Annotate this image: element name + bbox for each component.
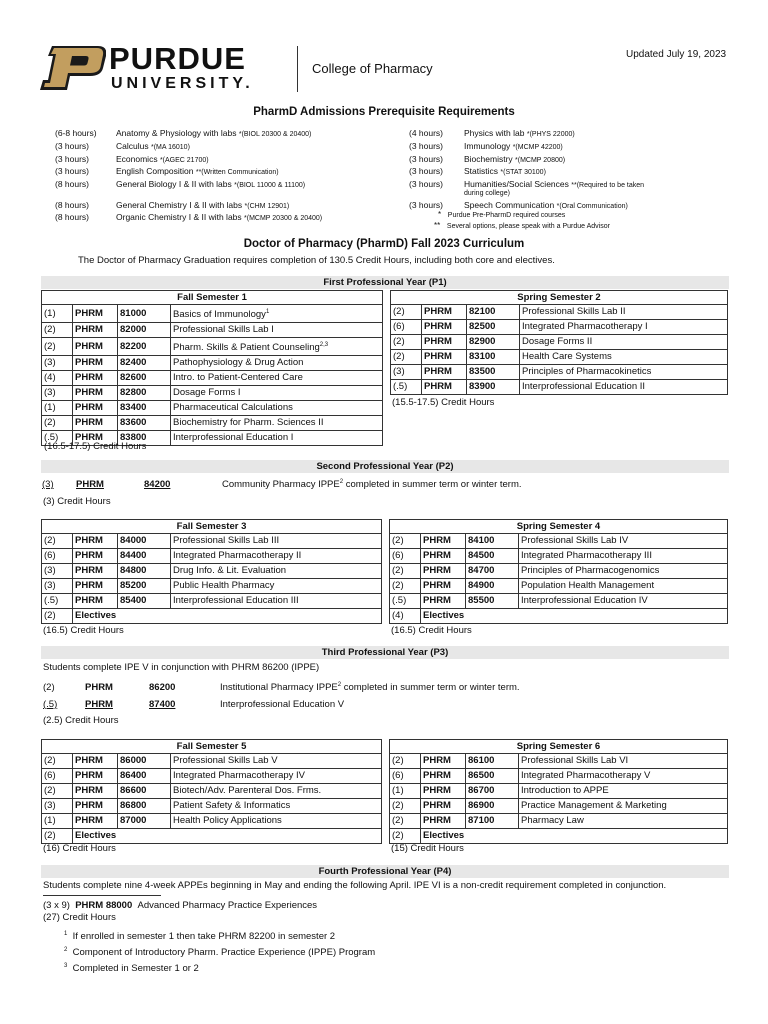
prereq-note: *(BIOL 11000 & 11100) bbox=[234, 182, 306, 189]
course-row bbox=[42, 323, 383, 338]
course-dept: PHRM bbox=[421, 564, 466, 579]
semester-title: Spring Semester 4 bbox=[390, 520, 728, 534]
course-row bbox=[42, 338, 383, 356]
prereq-item bbox=[55, 179, 305, 189]
course-dept: PHRM bbox=[422, 320, 467, 335]
course-title: Interprofessional Education II bbox=[520, 380, 728, 395]
course-hours: (2) bbox=[390, 799, 421, 814]
course-dept: PHRM bbox=[73, 769, 118, 784]
course-number: 82900 bbox=[467, 335, 520, 350]
course-row bbox=[391, 320, 728, 335]
course-dept: PHRM bbox=[422, 305, 467, 320]
course-row bbox=[42, 814, 382, 829]
prereq-note: *(MA 16010) bbox=[150, 144, 190, 151]
course-hours: (6) bbox=[42, 549, 73, 564]
updated-date: Updated July 19, 2023 bbox=[626, 49, 727, 60]
course-dept: PHRM bbox=[73, 579, 118, 594]
course-hours: (2) bbox=[42, 338, 73, 356]
elective-label: Electives bbox=[421, 609, 728, 624]
prereq-course: General Biology I & II with labs bbox=[116, 179, 232, 189]
prereq-course: Physics with lab bbox=[464, 128, 525, 138]
course-row bbox=[42, 579, 382, 594]
semester-title: Spring Semester 6 bbox=[390, 740, 728, 754]
course-title: Professional Skills Lab VI bbox=[519, 754, 728, 769]
prereq-legend-1: * Purdue Pre-PharmD required courses bbox=[438, 210, 566, 219]
course-hours: (2) bbox=[42, 754, 73, 769]
footnote-1: $^1$ If enrolled in semester 1 then take PHRM 82200 in semester 2 bbox=[64, 931, 336, 943]
p3-spring-table bbox=[389, 739, 728, 844]
course-row bbox=[42, 401, 383, 416]
course-hours: (2) bbox=[42, 416, 73, 431]
course-hours: (2) bbox=[390, 534, 421, 549]
prereq-course: Economics bbox=[116, 154, 158, 164]
p3-fall-table bbox=[41, 739, 382, 844]
course-dept: PHRM bbox=[421, 799, 466, 814]
prereq-course: Organic Chemistry I & II with labs bbox=[116, 212, 242, 222]
course-number: 82200 bbox=[118, 338, 171, 356]
p1-title: First Professional Year (P1) bbox=[41, 276, 729, 289]
p2-fall-credits: (16.5) Credit Hours bbox=[43, 625, 124, 636]
course-title: Public Health Pharmacy bbox=[171, 579, 382, 594]
course-hours: (3) bbox=[42, 579, 73, 594]
course-dept: PHRM bbox=[73, 371, 118, 386]
course-dept: PHRM bbox=[73, 814, 118, 829]
p4-title: Fourth Professional Year (P4) bbox=[41, 865, 729, 878]
course-hours: (3) bbox=[42, 386, 73, 401]
course-number: 86000 bbox=[118, 754, 171, 769]
p2-ippe: (3) PHRM 84200 Community Pharmacy IPPE$^2$ completed in summer term or winter term. bbox=[42, 479, 522, 491]
course-number: 83900 bbox=[467, 380, 520, 395]
course-number: 84100 bbox=[466, 534, 519, 549]
course-number: 81000 bbox=[118, 305, 171, 323]
course-number: 87000 bbox=[118, 814, 171, 829]
course-title: Dosage Forms II bbox=[520, 335, 728, 350]
course-row bbox=[42, 594, 382, 609]
prereq-course: Immunology bbox=[464, 141, 511, 151]
prereq-hours: (8 hours) bbox=[55, 200, 90, 210]
course-hours: (.5) bbox=[42, 431, 73, 446]
prereq-hours: (6-8 hours) bbox=[55, 128, 97, 138]
p3-title: Third Professional Year (P3) bbox=[41, 646, 729, 659]
course-dept: PHRM bbox=[421, 769, 466, 784]
course-dept: PHRM bbox=[421, 534, 466, 549]
prereq-item bbox=[409, 154, 565, 164]
course-hours: (2) bbox=[391, 335, 422, 350]
course-row bbox=[391, 380, 728, 395]
course-dept: PHRM bbox=[73, 534, 118, 549]
elective-row bbox=[42, 609, 382, 624]
prereq-note: **(Required to be taken bbox=[571, 182, 645, 189]
course-dept: PHRM bbox=[73, 416, 118, 431]
course-dept: PHRM bbox=[73, 356, 118, 371]
course-row bbox=[390, 814, 728, 829]
course-number: 83800 bbox=[118, 431, 171, 446]
elective-row bbox=[390, 609, 728, 624]
course-dept: PHRM bbox=[73, 549, 118, 564]
course-dept: PHRM bbox=[422, 380, 467, 395]
prereq-note: *(AGEC 21700) bbox=[159, 157, 209, 164]
course-hours: (2) bbox=[390, 814, 421, 829]
course-dept: PHRM bbox=[422, 335, 467, 350]
p1-fall-table bbox=[41, 290, 383, 446]
course-hours: (3) bbox=[391, 365, 422, 380]
course-hours: (3) bbox=[42, 564, 73, 579]
prereq-item bbox=[55, 154, 209, 164]
prereq-course: Biochemistry bbox=[464, 154, 513, 164]
footnote-mark: 1 bbox=[265, 309, 270, 315]
prereq-note: *(MCMP 42200) bbox=[512, 144, 563, 151]
course-title: Biotech/Adv. Parenteral Dos. Frms. bbox=[171, 784, 382, 799]
course-number: 85400 bbox=[118, 594, 171, 609]
course-row bbox=[390, 534, 728, 549]
course-row bbox=[42, 386, 383, 401]
course-title: Introduction to APPE bbox=[519, 784, 728, 799]
course-row bbox=[390, 549, 728, 564]
course-number: 84400 bbox=[118, 549, 171, 564]
course-hours: (.5) bbox=[391, 380, 422, 395]
prereq-hours: (3 hours) bbox=[55, 166, 90, 176]
p3-ipe: (.5) PHRM 87400 Interprofessional Education V bbox=[43, 699, 345, 710]
course-hours: (6) bbox=[42, 769, 73, 784]
course-title: Pharmacy Law bbox=[519, 814, 728, 829]
course-hours: (6) bbox=[391, 320, 422, 335]
course-hours: (3) bbox=[42, 799, 73, 814]
elective-hours: (4) bbox=[390, 609, 421, 624]
course-dept: PHRM bbox=[73, 754, 118, 769]
course-dept: PHRM bbox=[421, 814, 466, 829]
course-row bbox=[390, 799, 728, 814]
prereq-note: *(STAT 30100) bbox=[500, 169, 546, 176]
course-number: 83500 bbox=[467, 365, 520, 380]
course-title: Pharm. Skills & Patient Counseling$^{2,3}$ bbox=[171, 338, 383, 356]
elective-row bbox=[390, 829, 728, 844]
prereq-item bbox=[409, 179, 644, 189]
prereq-item bbox=[409, 128, 575, 138]
prereq-note: *(MCMP 20800) bbox=[515, 157, 566, 164]
course-row bbox=[391, 335, 728, 350]
course-row bbox=[390, 784, 728, 799]
prereq-note: *(PHYS 22000) bbox=[526, 131, 575, 138]
course-dept: PHRM bbox=[73, 305, 118, 323]
prereq-note-continued: during college) bbox=[464, 190, 510, 197]
p2-title: Second Professional Year (P2) bbox=[41, 460, 729, 473]
prereq-hours: (3 hours) bbox=[55, 154, 90, 164]
course-title: Professional Skills Lab IV bbox=[519, 534, 728, 549]
course-row bbox=[390, 754, 728, 769]
prereq-note: *(BIOL 20300 & 20400) bbox=[238, 131, 312, 138]
university-subtitle: UNIVERSITY. bbox=[111, 75, 254, 92]
prereq-item bbox=[409, 200, 628, 210]
course-hours: (2) bbox=[42, 323, 73, 338]
course-row bbox=[42, 549, 382, 564]
p1-spring-credits: (15.5-17.5) Credit Hours bbox=[392, 397, 495, 408]
course-title: Drug Info. & Lit. Evaluation bbox=[171, 564, 382, 579]
course-title: Basics of Immunology$^1$ bbox=[171, 305, 383, 323]
course-dept: PHRM bbox=[422, 350, 467, 365]
course-title: Pharmaceutical Calculations bbox=[171, 401, 383, 416]
course-dept: PHRM bbox=[73, 386, 118, 401]
course-row bbox=[42, 534, 382, 549]
elective-hours: (2) bbox=[390, 829, 421, 844]
course-number: 86500 bbox=[466, 769, 519, 784]
course-row bbox=[42, 416, 383, 431]
course-hours: (2) bbox=[390, 564, 421, 579]
course-hours: (4) bbox=[42, 371, 73, 386]
p3-fall-credits: (16) Credit Hours bbox=[43, 843, 116, 854]
course-row bbox=[391, 365, 728, 380]
course-dept: PHRM bbox=[421, 579, 466, 594]
elective-hours: (2) bbox=[42, 609, 73, 624]
course-hours: (6) bbox=[390, 769, 421, 784]
prereq-item bbox=[55, 166, 279, 176]
course-number: 87100 bbox=[466, 814, 519, 829]
prereq-item bbox=[409, 166, 546, 176]
course-dept: PHRM bbox=[421, 784, 466, 799]
course-number: 82500 bbox=[467, 320, 520, 335]
prereq-item bbox=[55, 200, 289, 210]
university-name: PURDUE bbox=[109, 41, 246, 76]
prereq-course: Calculus bbox=[116, 141, 149, 151]
course-number: 86100 bbox=[466, 754, 519, 769]
elective-label: Electives bbox=[73, 609, 382, 624]
course-title: Integrated Pharmacotherapy V bbox=[519, 769, 728, 784]
prereq-hours: (8 hours) bbox=[55, 179, 90, 189]
course-hours: (2) bbox=[390, 579, 421, 594]
elective-hours: (2) bbox=[42, 829, 73, 844]
prereq-note: **(Written Communication) bbox=[195, 169, 279, 176]
course-title: Interprofessional Education III bbox=[171, 594, 382, 609]
prereq-course: Humanities/Social Sciences bbox=[464, 179, 569, 189]
elective-label: Electives bbox=[421, 829, 728, 844]
p4-rule bbox=[43, 895, 161, 896]
course-dept: PHRM bbox=[421, 754, 466, 769]
course-hours: (2) bbox=[42, 784, 73, 799]
course-dept: PHRM bbox=[73, 799, 118, 814]
course-title: Professional Skills Lab II bbox=[520, 305, 728, 320]
course-hours: (1) bbox=[42, 401, 73, 416]
course-title: Professional Skills Lab V bbox=[171, 754, 382, 769]
prereq-hours: (8 hours) bbox=[55, 212, 90, 222]
course-number: 86600 bbox=[118, 784, 171, 799]
p2-ippe-credits: (3) Credit Hours bbox=[43, 496, 111, 507]
course-row bbox=[391, 305, 728, 320]
course-hours: (2) bbox=[42, 534, 73, 549]
course-number: 85200 bbox=[118, 579, 171, 594]
semester-title: Fall Semester 3 bbox=[42, 520, 382, 534]
course-row bbox=[390, 564, 728, 579]
course-title: Practice Management & Marketing bbox=[519, 799, 728, 814]
course-row bbox=[42, 769, 382, 784]
course-title: Integrated Pharmacotherapy III bbox=[519, 549, 728, 564]
footnote-3: $^3$ Completed in Semester 1 or 2 bbox=[64, 963, 199, 975]
course-dept: PHRM bbox=[73, 431, 118, 446]
p2-spring-table bbox=[389, 519, 728, 624]
course-number: 82400 bbox=[118, 356, 171, 371]
prereq-course: Statistics bbox=[464, 166, 499, 176]
course-dept: PHRM bbox=[73, 323, 118, 338]
course-dept: PHRM bbox=[73, 784, 118, 799]
prereq-course: English Composition bbox=[116, 166, 194, 176]
course-title: Dosage Forms I bbox=[171, 386, 383, 401]
course-hours: (6) bbox=[390, 549, 421, 564]
prereq-legend-2: ** Several options, please speak with a Purdue Advisor bbox=[434, 221, 610, 230]
college-name: College of Pharmacy bbox=[312, 61, 433, 76]
prereq-hours: (3 hours) bbox=[409, 166, 444, 176]
prereq-note: *(Oral Communication) bbox=[556, 203, 628, 210]
course-title: Interprofessional Education I bbox=[171, 431, 383, 446]
course-hours: (3) bbox=[42, 356, 73, 371]
logo-divider bbox=[297, 46, 298, 92]
course-row bbox=[391, 350, 728, 365]
course-row bbox=[42, 784, 382, 799]
course-dept: PHRM bbox=[73, 564, 118, 579]
course-number: 86900 bbox=[466, 799, 519, 814]
course-row bbox=[42, 356, 383, 371]
course-title: Biochemistry for Pharm. Sciences II bbox=[171, 416, 383, 431]
course-title: Professional Skills Lab I bbox=[171, 323, 383, 338]
p4-appe: (3 x 9) PHRM 88000 Advanced Pharmacy Practice Experiences bbox=[43, 900, 318, 911]
prereq-item bbox=[55, 212, 322, 222]
course-number: 83100 bbox=[467, 350, 520, 365]
course-hours: (.5) bbox=[390, 594, 421, 609]
prereq-item bbox=[55, 128, 311, 138]
course-number: 84700 bbox=[466, 564, 519, 579]
semester-title: Spring Semester 2 bbox=[391, 291, 728, 305]
course-title: Professional Skills Lab III bbox=[171, 534, 382, 549]
course-number: 83400 bbox=[118, 401, 171, 416]
course-hours: (1) bbox=[390, 784, 421, 799]
course-row bbox=[390, 594, 728, 609]
prereq-hours: (4 hours) bbox=[409, 128, 444, 138]
course-dept: PHRM bbox=[73, 401, 118, 416]
course-title: Patient Safety & Informatics bbox=[171, 799, 382, 814]
course-row bbox=[42, 305, 383, 323]
elective-label: Electives bbox=[73, 829, 382, 844]
footnote-2: $^2$ Component of Introductory Pharm. Practice Experience (IPPE) Program bbox=[64, 947, 376, 959]
prereq-course: Speech Communication bbox=[464, 200, 555, 210]
course-title: Health Policy Applications bbox=[171, 814, 382, 829]
course-title: Integrated Pharmacotherapy I bbox=[520, 320, 728, 335]
prereq-course: General Chemistry I & II with labs bbox=[116, 200, 243, 210]
course-title: Integrated Pharmacotherapy IV bbox=[171, 769, 382, 784]
prereq-note: *(MCMP 20300 & 20400) bbox=[244, 215, 323, 222]
elective-row bbox=[42, 829, 382, 844]
course-title: Intro. to Patient-Centered Care bbox=[171, 371, 383, 386]
course-row bbox=[42, 371, 383, 386]
p3-ippe: (2) PHRM 86200 Institutional Pharmacy IPPE$^2$ completed in summer term or winter term. bbox=[43, 682, 520, 694]
prereq-hours: (3 hours) bbox=[409, 154, 444, 164]
course-hours: (2) bbox=[391, 350, 422, 365]
course-dept: PHRM bbox=[73, 338, 118, 356]
course-title: Health Care Systems bbox=[520, 350, 728, 365]
course-dept: PHRM bbox=[73, 594, 118, 609]
p3-ippe-credits: (2.5) Credit Hours bbox=[43, 715, 119, 726]
course-row bbox=[42, 799, 382, 814]
prereq-item bbox=[55, 141, 190, 151]
prereq-note: *(CHM 12901) bbox=[244, 203, 290, 210]
course-title: Principles of Pharmacogenomics bbox=[519, 564, 728, 579]
course-hours: (2) bbox=[391, 305, 422, 320]
semester-title: Fall Semester 1 bbox=[42, 291, 383, 305]
course-dept: PHRM bbox=[421, 549, 466, 564]
prereq-hours: (3 hours) bbox=[55, 141, 90, 151]
course-number: 84500 bbox=[466, 549, 519, 564]
purdue-p-logo bbox=[40, 46, 106, 90]
course-number: 83600 bbox=[118, 416, 171, 431]
prereq-hours: (3 hours) bbox=[409, 141, 444, 151]
course-title: Pathophysiology & Drug Action bbox=[171, 356, 383, 371]
course-number: 84800 bbox=[118, 564, 171, 579]
course-title: Interprofessional Education IV bbox=[519, 594, 728, 609]
course-hours: (.5) bbox=[42, 594, 73, 609]
course-number: 86400 bbox=[118, 769, 171, 784]
p3-intro: Students complete IPE V in conjunction with PHRM 86200 (IPPE) bbox=[43, 662, 320, 673]
course-number: 86700 bbox=[466, 784, 519, 799]
p4-credits: (27) Credit Hours bbox=[43, 912, 116, 923]
course-number: 82100 bbox=[467, 305, 520, 320]
course-title: Principles of Pharmacokinetics bbox=[520, 365, 728, 380]
p1-fall-credits: (16.5-17.5) Credit Hours bbox=[44, 441, 147, 452]
course-row bbox=[42, 564, 382, 579]
prereq-title: PharmD Admissions Prerequisite Requirements bbox=[253, 106, 515, 118]
course-dept: PHRM bbox=[421, 594, 466, 609]
course-hours: (1) bbox=[42, 814, 73, 829]
p1-spring-table bbox=[390, 290, 728, 395]
course-row bbox=[390, 579, 728, 594]
course-number: 82600 bbox=[118, 371, 171, 386]
course-number: 82800 bbox=[118, 386, 171, 401]
course-row bbox=[390, 769, 728, 784]
course-title: Integrated Pharmacotherapy II bbox=[171, 549, 382, 564]
p2-fall-table bbox=[41, 519, 382, 624]
prereq-item bbox=[409, 141, 563, 151]
footnote-mark: 2,3 bbox=[319, 342, 329, 349]
curriculum-title: Doctor of Pharmacy (PharmD) Fall 2023 Curriculum bbox=[243, 238, 525, 250]
course-number: 85500 bbox=[466, 594, 519, 609]
prereq-course: Anatomy & Physiology with labs bbox=[116, 128, 237, 138]
course-dept: PHRM bbox=[422, 365, 467, 380]
curriculum-subtitle: The Doctor of Pharmacy Graduation requires completion of 130.5 Credit Hours, including both core and electives. bbox=[78, 255, 555, 266]
course-row bbox=[42, 754, 382, 769]
prereq-hours: (3 hours) bbox=[409, 200, 444, 210]
course-number: 84900 bbox=[466, 579, 519, 594]
p2-spring-credits: (16.5) Credit Hours bbox=[391, 625, 472, 636]
p3-spring-credits: (15) Credit Hours bbox=[391, 843, 464, 854]
course-number: 82000 bbox=[118, 323, 171, 338]
course-hours: (1) bbox=[42, 305, 73, 323]
p4-intro: Students complete nine 4-week APPEs beginning in May and ending the following April. IPE VI is a non-credit requirement completed in conjunction. bbox=[43, 880, 667, 891]
course-hours: (2) bbox=[390, 754, 421, 769]
course-number: 86800 bbox=[118, 799, 171, 814]
semester-title: Fall Semester 5 bbox=[42, 740, 382, 754]
prereq-hours: (3 hours) bbox=[409, 179, 444, 189]
course-title: Population Health Management bbox=[519, 579, 728, 594]
course-number: 84000 bbox=[118, 534, 171, 549]
